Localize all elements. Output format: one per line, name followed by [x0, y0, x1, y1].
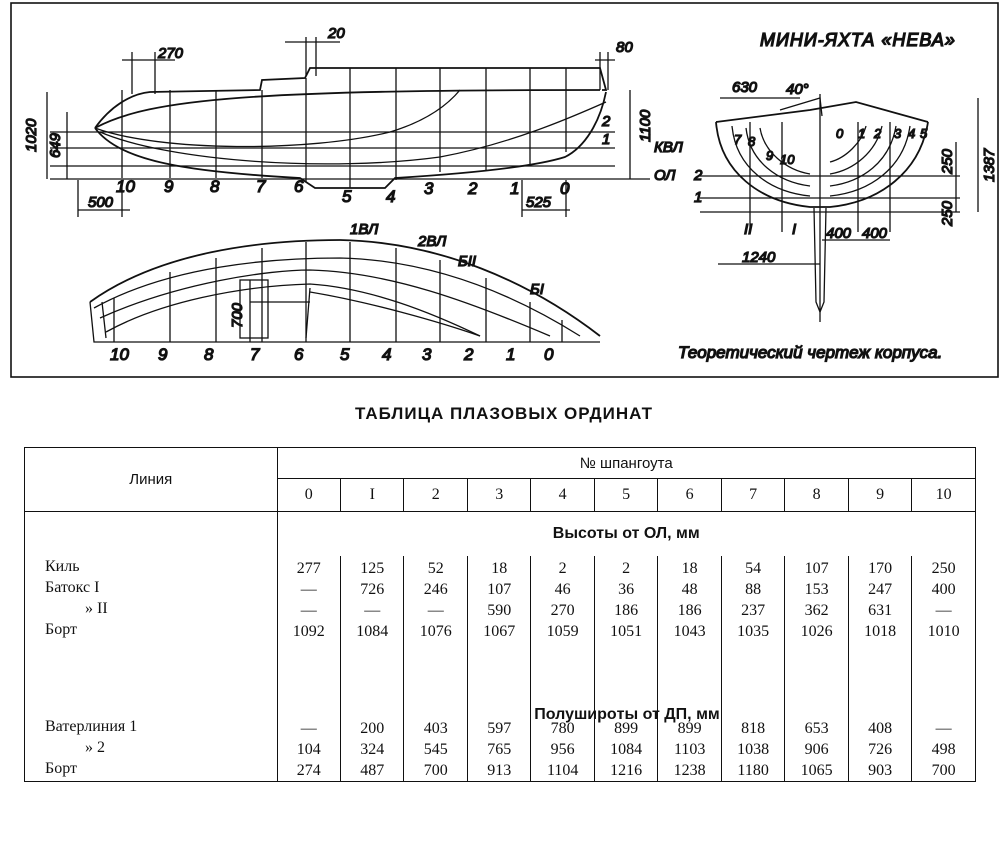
profile-station-label: 7: [256, 177, 266, 196]
ordinate-value: 653: [804, 720, 829, 737]
dim-700: 700: [229, 302, 246, 328]
ordinate-value: 498: [931, 741, 956, 758]
line-name: » II: [85, 600, 108, 617]
ordinate-value: 104: [296, 741, 321, 758]
ordinate-value: 1018: [864, 623, 897, 640]
section-widths-label: Полуширoты от ДП, мм: [534, 706, 720, 723]
profile-station-label: 6: [294, 177, 304, 196]
ordinate-value: 200: [360, 720, 385, 737]
station-header: 10: [912, 479, 976, 512]
dim-630: 630: [732, 79, 758, 96]
label-wl2: 2: [602, 113, 611, 130]
ordinate-value: 590: [487, 602, 512, 619]
section-label: 7: [734, 132, 742, 147]
dim-525: 525: [526, 194, 552, 211]
station-header: 9: [848, 479, 911, 512]
dim-400-b: 400: [862, 225, 888, 242]
line-name: Борт: [45, 760, 77, 777]
ordinate-value: 1035: [737, 623, 770, 640]
ordinate-value: 956: [550, 741, 575, 758]
ordinate-value: 899: [614, 720, 639, 737]
dim-270: 270: [158, 45, 184, 62]
label-wl1: 1: [602, 131, 611, 148]
section-wl1-label: 1: [694, 189, 703, 206]
drawing-title: МИНИ-ЯХТА «НЕВА»: [760, 30, 956, 50]
section-label: 0: [836, 126, 844, 141]
ordinate-value: 54: [745, 560, 762, 577]
section-label: 10: [780, 152, 795, 167]
label-bI: БI: [530, 281, 544, 298]
drawing-caption: Теоретический чертеж корпуса.: [678, 343, 943, 362]
section-label: 2: [874, 126, 882, 141]
station-column: [785, 556, 848, 782]
ordinate-value: 52: [427, 560, 444, 577]
dim-649: 649: [47, 132, 64, 158]
station-column: [340, 556, 403, 782]
station-header: I: [340, 479, 403, 512]
dim-1020: 1020: [23, 118, 40, 152]
ordinate-value: 765: [487, 741, 512, 758]
ordinate-value: —: [935, 720, 952, 737]
ordinate-value: 274: [296, 762, 321, 779]
plan-station-label: 6: [294, 345, 304, 364]
plan-view: [90, 240, 600, 342]
profile-station-label: 3: [424, 179, 434, 198]
section-wl2-label: 2: [694, 167, 703, 184]
label-1vl: 1ВЛ: [350, 221, 379, 238]
ordinate-value: 247: [868, 581, 893, 598]
ordinate-value: 906: [804, 741, 829, 758]
station-group-header: № шпангоута: [277, 448, 976, 479]
ordinate-value: 1103: [673, 741, 706, 758]
ordinate-value: 125: [360, 560, 385, 577]
profile-station-label: 1: [510, 179, 520, 198]
station-column: [848, 556, 911, 782]
ordinate-value: 487: [360, 762, 385, 779]
dim-250-lower: 250: [939, 200, 956, 226]
ordinate-value: 107: [487, 581, 512, 598]
plan-station-label: 4: [382, 345, 392, 364]
line-header: Линия: [25, 448, 278, 512]
ordinate-value: 1092: [292, 623, 325, 640]
station-header: 8: [785, 479, 848, 512]
plan-station-label: 7: [250, 345, 260, 364]
hull-drawing: [10, 2, 1000, 380]
dim-20: 20: [328, 25, 345, 42]
profile-station-label: 0: [560, 179, 570, 198]
ordinate-value: 700: [423, 762, 448, 779]
line-name: Ватерлиния 1: [45, 718, 138, 735]
ordinate-value: 1238: [673, 762, 706, 779]
profile-station-labels: [116, 177, 570, 206]
ordinate-value: —: [300, 720, 317, 737]
ordinate-value: 270: [550, 602, 575, 619]
ordinate-value: 107: [804, 560, 829, 577]
ordinate-value: 780: [550, 720, 575, 737]
ordinate-value: 726: [868, 741, 893, 758]
ordinate-value: 1059: [546, 623, 579, 640]
station-header: 6: [658, 479, 721, 512]
section-buttock-I-label: I: [792, 221, 797, 238]
plan-station-label: 5: [340, 345, 350, 364]
section-buttock-II-label: II: [744, 221, 753, 238]
ordinate-value: 237: [741, 602, 766, 619]
ordinate-value: 1216: [610, 762, 643, 779]
plan-station-label: 3: [422, 345, 432, 364]
ordinate-value: 324: [360, 741, 385, 758]
station-column: [721, 556, 784, 782]
ordinate-value: 408: [868, 720, 893, 737]
ordinate-value: 1180: [737, 762, 769, 779]
ordinate-value: 277: [296, 560, 321, 577]
ordinate-value: 1104: [546, 762, 579, 779]
section-spacer: [25, 640, 277, 716]
plan-station-label: 10: [110, 345, 129, 364]
ordinate-value: 1010: [927, 623, 960, 640]
ordinate-value: 913: [487, 762, 512, 779]
ordinate-value: 545: [423, 741, 448, 758]
ordinate-value: 597: [487, 720, 512, 737]
ordinate-value: 18: [681, 560, 698, 577]
ordinate-value: 726: [360, 581, 385, 598]
station-column: [531, 556, 594, 782]
ordinate-value: 1084: [610, 741, 643, 758]
ordinates-table: [24, 447, 976, 782]
ordinate-value: 18: [491, 560, 508, 577]
profile-station-label: 8: [210, 177, 220, 196]
ordinate-value: 170: [868, 560, 893, 577]
line-name: Борт: [45, 621, 77, 638]
dim-1387: 1387: [981, 148, 998, 182]
dim-80: 80: [616, 39, 633, 56]
station-header: 5: [594, 479, 657, 512]
dim-1100: 1100: [637, 109, 654, 142]
plan-station-label: 9: [158, 345, 168, 364]
plan-station-label: 0: [544, 345, 554, 364]
dim-250-upper: 250: [939, 148, 956, 174]
ordinate-value: 1067: [483, 623, 516, 640]
section-heights-label: Высоты от ОЛ, мм: [277, 512, 976, 557]
ordinate-value: 186: [677, 602, 702, 619]
ordinate-value: 362: [804, 602, 829, 619]
ordinate-value: 1038: [737, 741, 770, 758]
dim-1240: 1240: [742, 249, 776, 266]
label-bII: БII: [458, 253, 477, 270]
station-column: [404, 556, 467, 782]
ordinate-value: 1043: [673, 623, 706, 640]
station-header: 7: [721, 479, 784, 512]
line-name: Киль: [45, 558, 80, 575]
station-header: 3: [467, 479, 530, 512]
ordinate-value: 88: [745, 581, 762, 598]
ordinate-value: 46: [554, 581, 571, 598]
station-column: [658, 556, 721, 782]
section-label: 9: [766, 148, 774, 163]
dim-500: 500: [88, 194, 114, 211]
ordinate-value: 1084: [356, 623, 389, 640]
ordinate-value: —: [364, 602, 381, 619]
ordinate-value: 153: [804, 581, 829, 598]
station-column: [277, 556, 340, 782]
plan-station-label: 2: [464, 345, 474, 364]
label-kvl: КВЛ: [654, 139, 683, 156]
ordinate-value: 36: [618, 581, 635, 598]
ordinate-value: 1065: [800, 762, 833, 779]
ordinate-value: 48: [681, 581, 698, 598]
ordinate-value: 2: [622, 560, 631, 577]
ordinate-value: —: [427, 602, 444, 619]
section-label: 8: [748, 134, 756, 149]
station-column: [467, 556, 530, 782]
plan-station-label: 8: [204, 345, 214, 364]
plan-station-labels: [110, 345, 554, 364]
profile-station-label: 10: [116, 177, 135, 196]
ordinate-value: 1051: [610, 623, 643, 640]
ordinate-value: —: [300, 581, 317, 598]
ordinate-value: 899: [677, 720, 702, 737]
ordinate-value: 631: [868, 602, 893, 619]
line-name: Батокс I: [45, 579, 100, 596]
plan-station-label: 1: [506, 345, 516, 364]
label-ol: ОЛ: [654, 167, 676, 184]
section-label: 4: [908, 126, 916, 141]
profile-station-label: 2: [468, 179, 478, 198]
section-left-labels: [734, 132, 795, 167]
station-column: [594, 556, 657, 782]
ordinate-value: 818: [741, 720, 766, 737]
ordinate-value: 246: [423, 581, 448, 598]
ordinate-value: 2: [558, 560, 567, 577]
section-spacer: [25, 512, 277, 556]
section-label: 1: [858, 126, 866, 141]
section-label: 5: [920, 126, 928, 141]
ordinate-value: 700: [931, 762, 956, 779]
station-column: [912, 556, 976, 782]
ordinate-value: 186: [614, 602, 639, 619]
line-name: » 2: [85, 739, 105, 756]
label-2vl: 2ВЛ: [418, 233, 447, 250]
station-header: 4: [531, 479, 594, 512]
dim-400-a: 400: [826, 225, 852, 242]
line-names-column: [25, 512, 278, 782]
section-label: 3: [894, 126, 902, 141]
ordinate-value: 403: [423, 720, 448, 737]
station-header: 0: [277, 479, 340, 512]
ordinate-value: 1076: [419, 623, 452, 640]
station-header: 2: [404, 479, 467, 512]
ordinate-value: 250: [931, 560, 956, 577]
profile-station-label: 4: [386, 187, 396, 206]
profile-station-label: 5: [342, 187, 352, 206]
ordinate-value: 903: [868, 762, 893, 779]
ordinate-value: —: [935, 602, 952, 619]
ordinate-value: 400: [931, 581, 956, 598]
ordinate-value: —: [300, 602, 317, 619]
dim-40deg: 40°: [786, 81, 809, 98]
profile-station-label: 9: [164, 177, 174, 196]
ordinate-value: 1026: [800, 623, 833, 640]
table-title: ТАБЛИЦА ПЛАЗОВЫХ ОРДИНАТ: [355, 404, 653, 423]
